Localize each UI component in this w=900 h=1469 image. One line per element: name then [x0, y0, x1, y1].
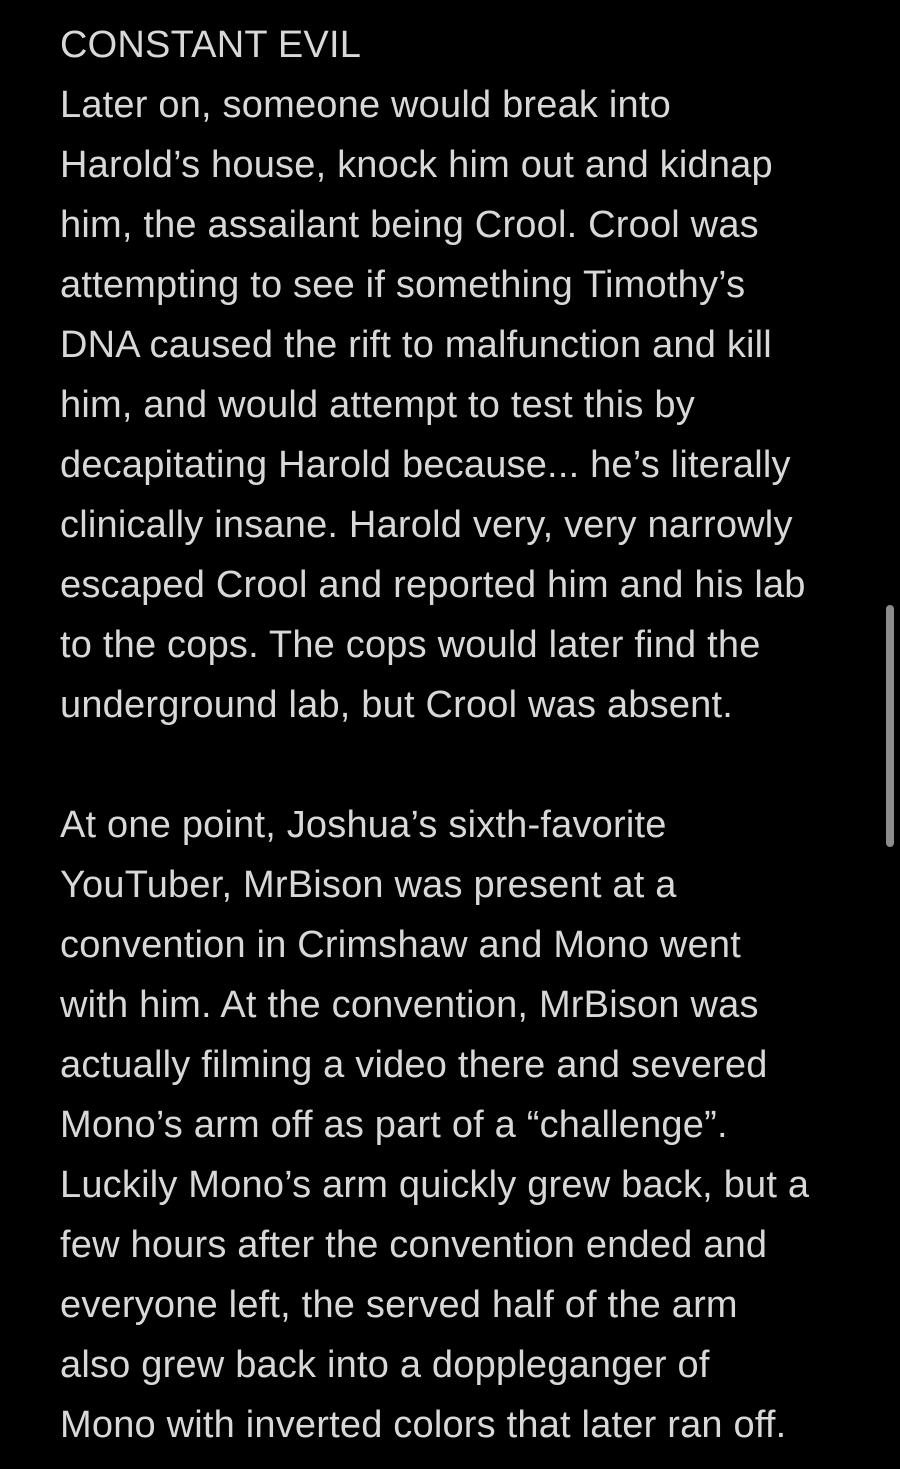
text-line: attempting to see if something Timothy’s — [60, 264, 746, 306]
text-line: to the cops. The cops would later find the — [60, 624, 761, 666]
text-line: DNA caused the rift to malfunction and kill — [60, 324, 772, 366]
text-line: decapitating Harold because... he’s literally — [60, 444, 791, 486]
text-line: everyone left, the served half of the arm — [60, 1284, 738, 1326]
section-title: CONSTANT EVIL — [60, 24, 362, 66]
paragraphs-container — [60, 75, 860, 1455]
text-line: Mono’s arm off as part of a “challenge”. — [60, 1104, 728, 1146]
text-line: Harold’s house, knock him out and kidnap — [60, 144, 773, 186]
text-line: him, and would attempt to test this by — [60, 384, 695, 426]
text-line: convention in Crimshaw and Mono went — [60, 924, 741, 966]
text-line: also grew back into a doppleganger of — [60, 1344, 710, 1386]
paragraph — [60, 795, 860, 1455]
text-line: escaped Crool and reported him and his lab — [60, 564, 806, 606]
text-line: him, the assailant being Crool. Crool was — [60, 204, 759, 246]
text-line: actually filming a video there and severed — [60, 1044, 768, 1086]
text-line: with him. At the convention, MrBison was — [60, 984, 759, 1026]
text-line: Later on, someone would break into — [60, 84, 671, 126]
text-line: At one point, Joshua’s sixth-favorite — [60, 804, 667, 846]
text-line: Mono with inverted colors that later ran off. — [60, 1404, 787, 1446]
text-line: few hours after the convention ended and — [60, 1224, 768, 1266]
scrollbar-thumb[interactable] — [886, 605, 894, 847]
paragraph — [60, 75, 860, 735]
text-line: clinically insane. Harold very, very narrowly — [60, 504, 793, 546]
text-line: underground lab, but Crool was absent. — [60, 684, 734, 726]
text-line: YouTuber, MrBison was present at a — [60, 864, 677, 906]
text-line: Luckily Mono’s arm quickly grew back, but a — [60, 1164, 810, 1206]
